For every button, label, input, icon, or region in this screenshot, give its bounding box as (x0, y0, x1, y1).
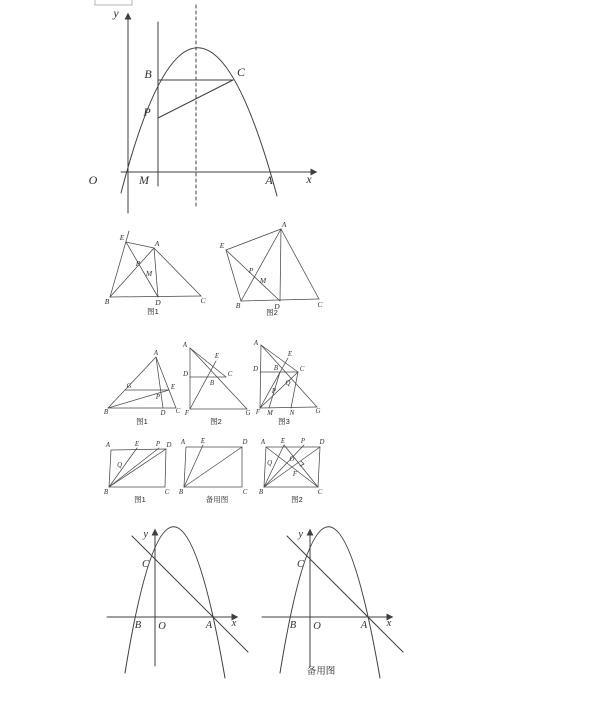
figure-bottom-parabola-left (107, 527, 248, 678)
figure-rect-2 (259, 438, 325, 504)
label-b: B (273, 365, 279, 372)
label-d: D (166, 442, 172, 449)
segment-eb (226, 250, 241, 301)
label-d: D (253, 366, 258, 373)
segment-ae (226, 229, 281, 250)
label-d: D (274, 302, 280, 311)
label-b: B (103, 409, 109, 416)
label-e: E (287, 351, 293, 358)
figure-bottom-parabola-right (262, 527, 403, 678)
segment-ec (284, 445, 318, 487)
cropped-figure-edge (95, 0, 132, 5)
caption-geo2: 图2 (210, 417, 222, 426)
label-y: y (113, 6, 119, 20)
parabola-curve (125, 527, 225, 678)
figure-geo-1 (104, 350, 181, 426)
label-d: D (319, 439, 325, 446)
caption-tri2: 图2 (266, 308, 278, 317)
label-q: Q (285, 380, 291, 387)
label-p: P (155, 394, 161, 401)
segment-fg (260, 407, 317, 408)
label-d: D (242, 439, 248, 446)
label-p: P (300, 438, 306, 445)
label-m: M (139, 173, 149, 187)
label-p: P (135, 259, 141, 268)
label-e: E (214, 353, 220, 360)
label-x: x (306, 172, 312, 186)
caption-rect-spare: 备用图 (205, 495, 229, 504)
label-g: G (245, 410, 251, 417)
label-e: E (280, 438, 286, 445)
label-b: B (144, 67, 152, 81)
label-d: D (183, 371, 188, 378)
label-b: B (209, 380, 215, 387)
figure-top-parabola (89, 5, 316, 213)
segment-ac (281, 229, 319, 299)
figure-triangle-2 (219, 220, 324, 317)
segment-ac (190, 348, 226, 377)
caption-rect2: 图2 (291, 495, 303, 504)
label-e: E (200, 438, 206, 445)
segment-ac (154, 248, 201, 296)
label-c: C (317, 489, 323, 496)
line-through-c-and-a (132, 536, 248, 652)
label-a: A (360, 620, 368, 631)
label-m: M (259, 276, 267, 285)
label-p: P (155, 441, 161, 448)
caption-geo1: 图1 (136, 417, 148, 426)
label-c: C (296, 559, 304, 570)
segment-ed (226, 250, 280, 301)
caption-bottom-spare: 备用图 (306, 666, 336, 677)
label-y: y (298, 529, 303, 540)
label-c: C (200, 296, 206, 305)
label-a: A (253, 340, 258, 347)
label-a: A (260, 439, 266, 446)
label-b: B (134, 620, 142, 631)
figure-geo-3 (252, 340, 320, 426)
label-b: B (289, 620, 297, 631)
label-p: P (271, 388, 276, 395)
segment-ea (126, 242, 154, 248)
figure-rect-spare (179, 438, 248, 504)
segment-be (109, 448, 137, 487)
label-b: B (258, 489, 264, 496)
label-a: A (154, 239, 160, 248)
label-a: A (153, 350, 159, 357)
label-e: E (170, 384, 176, 391)
label-m: M (145, 269, 153, 278)
label-a: A (182, 342, 187, 349)
label-g: G (315, 408, 321, 415)
label-q: Q (117, 462, 122, 469)
label-b: B (103, 489, 109, 496)
segment-ac (261, 345, 298, 372)
label-q: Q (267, 460, 272, 467)
parabola-curve (280, 527, 380, 678)
caption-tri1: 图1 (147, 307, 159, 316)
label-f: F (184, 410, 190, 417)
label-g: G (126, 383, 132, 390)
caption-rect1: 图1 (134, 495, 146, 504)
label-a: A (265, 173, 273, 187)
segment-ad (154, 248, 158, 297)
label-b: B (235, 301, 241, 310)
label-c: C (141, 559, 149, 570)
label-o: O (289, 456, 295, 463)
label-p: P (143, 105, 151, 119)
line-through-c-and-a (287, 536, 403, 652)
label-a: A (180, 439, 186, 446)
label-f: F (255, 409, 261, 416)
label-c: C (242, 489, 248, 496)
label-b: B (104, 297, 110, 306)
label-n: N (289, 410, 295, 417)
label-e: E (219, 241, 225, 250)
label-c: C (227, 371, 233, 378)
label-o: O (313, 621, 321, 632)
label-o: O (158, 621, 166, 632)
figure-rect-1 (104, 441, 172, 504)
label-x: x (231, 618, 237, 629)
segment-ab (108, 357, 156, 408)
label-c: C (299, 366, 305, 373)
segment-bc (110, 296, 201, 297)
label-m: M (267, 410, 273, 417)
label-e: E (134, 441, 140, 448)
label-o: O (88, 173, 98, 187)
label-p: P (248, 266, 254, 275)
label-y: y (143, 529, 148, 540)
segment-ed (126, 242, 158, 297)
figure-triangle-1 (105, 231, 207, 316)
label-c: C (164, 489, 170, 496)
label-d: D (160, 410, 166, 417)
label-b: B (178, 489, 184, 496)
label-a: A (281, 220, 287, 229)
segment-af (260, 345, 261, 408)
label-e: E (119, 233, 125, 242)
label-d: D (155, 298, 161, 307)
figure-geo-2 (182, 342, 251, 426)
label-c: C (236, 65, 246, 79)
label-x: x (386, 618, 392, 629)
label-a: A (205, 620, 213, 631)
label-c: C (175, 408, 181, 415)
label-f: F (292, 471, 298, 478)
caption-geo3: 图3 (278, 417, 290, 426)
label-c: C (317, 300, 323, 309)
segment-ab (241, 229, 281, 301)
label-a: A (105, 442, 111, 449)
segment-ad (280, 229, 281, 301)
